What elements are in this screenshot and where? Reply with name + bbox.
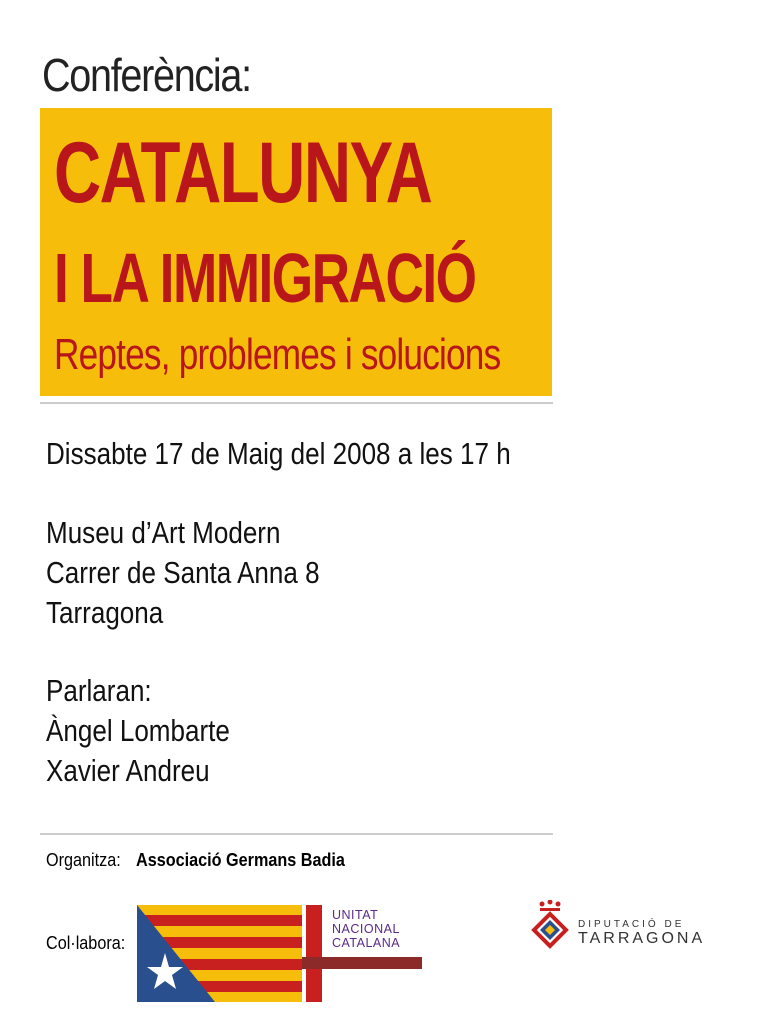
event-date: Dissabte 17 de Maig del 2008 a les 17 h (46, 436, 511, 471)
venue-line-1: Museu d’Art Modern (46, 515, 281, 550)
collaborator-label: Col·labora: (46, 933, 126, 953)
diputacio-line-2: TARRAGONA (578, 930, 706, 947)
venue-line-2: Carrer de Santa Anna 8 (46, 555, 320, 590)
diputacio-line-1: DIPUTACIÓ DE (578, 919, 685, 930)
speaker-1: Àngel Lombarte (46, 713, 230, 748)
pretitle: Conferència: (42, 49, 251, 101)
estelada-flag-icon (137, 905, 302, 1002)
speaker-2: Xavier Andreu (46, 753, 210, 788)
divider-top (40, 402, 553, 404)
subtitle: Reptes, problemes i solucions (54, 330, 501, 379)
venue-line-3: Tarragona (46, 595, 164, 630)
title-line-1: CATALUNYA (54, 125, 432, 221)
divider-bottom (40, 833, 553, 835)
speakers-label: Parlaran: (46, 673, 152, 708)
title-line-2: I LA IMMIGRACIÓ (54, 239, 476, 317)
organizer-label: Organitza: (46, 850, 121, 870)
organizer-name: Associació Germans Badia (136, 850, 345, 870)
title-banner (40, 108, 552, 396)
diputacio-emblem-icon (530, 900, 570, 954)
unc-logo-text: UNITAT NACIONAL CATALANA (332, 908, 401, 950)
